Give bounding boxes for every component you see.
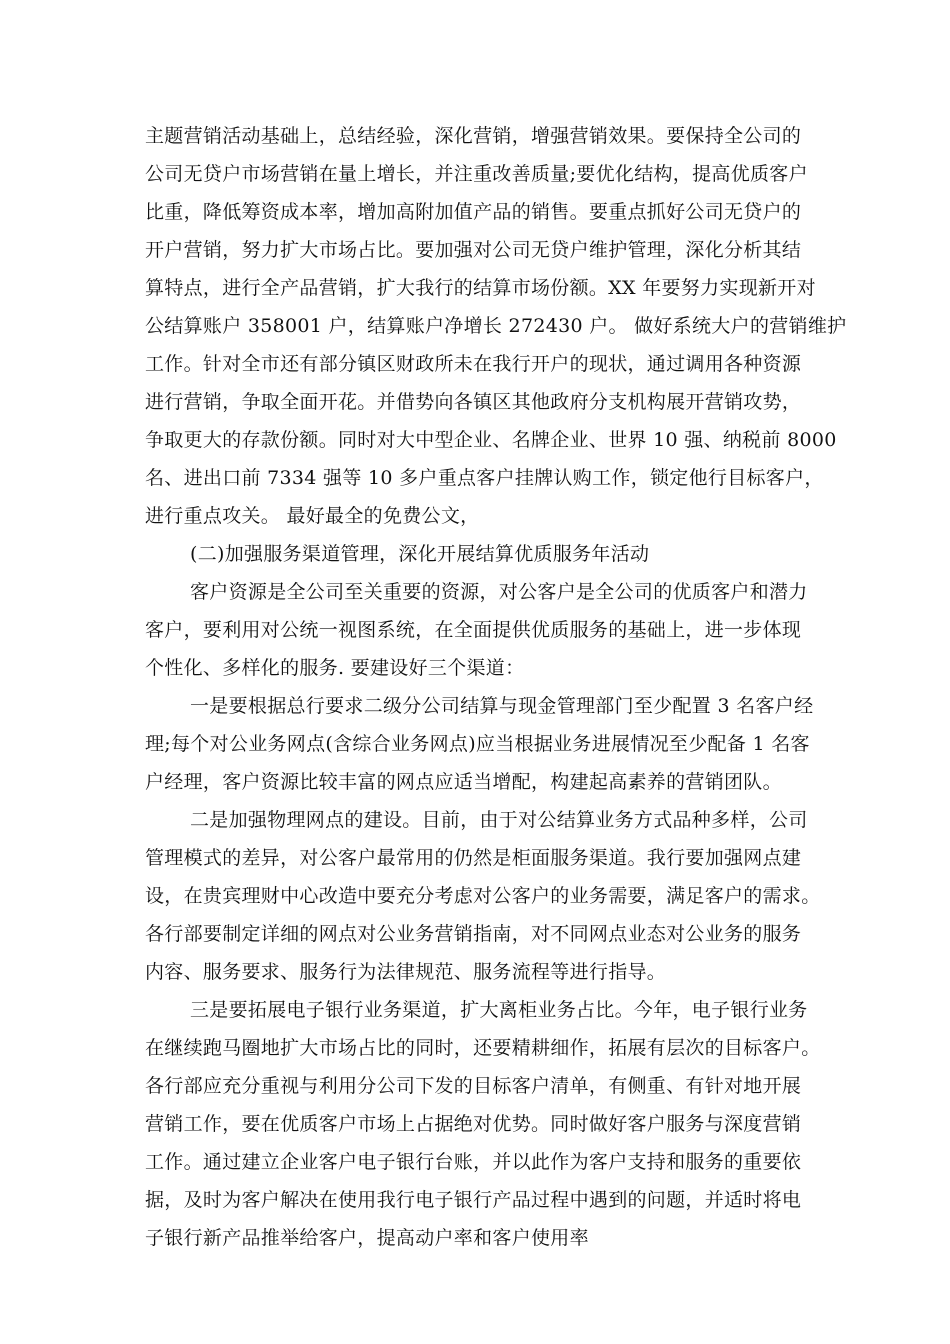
text-line: 进行重点攻关。 最好最全的免费公文， — [145, 505, 480, 527]
text-line: 二是加强物理网点的建设。目前，由于对公结算业务方式品种多样，公司 — [190, 809, 808, 831]
text-line: 子银行新产品推举给客户，提高动户率和客户使用率 — [145, 1227, 589, 1249]
text-line: 管理模式的差异，对公客户最常用的仍然是柜面服务渠道。我行要加强网点建 — [145, 847, 802, 869]
text-line: 营销工作，要在优质客户市场上占据绝对优势。同时做好客户服务与深度营销 — [145, 1113, 802, 1135]
text-line: 设，在贵宾理财中心改造中要充分考虑对公客户的业务需要，满足客户的需求。 — [145, 885, 821, 907]
text-line: 客户资源是全公司至关重要的资源，对公客户是全公司的优质客户和潜力 — [190, 581, 808, 603]
text-line: 户经理，客户资源比较丰富的网点应适当增配，构建起高素养的营销团队。 — [145, 771, 782, 793]
text-line: 主题营销活动基础上，总结经验，深化营销，增强营销效果。要保持全公司的 — [145, 125, 802, 147]
text-line: 名、进出口前 7334 强等 10 多户重点客户挂牌认购工作，锁定他行目标客户， — [145, 467, 824, 489]
text-line: 三是要拓展电子银行业务渠道，扩大离柜业务占比。今年，电子银行业务 — [190, 999, 808, 1021]
text-line: 各行部要制定详细的网点对公业务营销指南，对不同网点业态对公业务的服务 — [145, 923, 802, 945]
text-line: 在继续跑马圈地扩大市场占比的同时，还要精耕细作，拓展有层次的目标客户。 — [145, 1037, 821, 1059]
text-line: 进行营销，争取全面开花。并借势向各镇区其他政府分支机构展开营销攻势， — [145, 391, 802, 413]
text-line: 一是要根据总行要求二级分公司结算与现金管理部门至少配置 3 名客户经 — [190, 695, 814, 717]
text-line: 工作。通过建立企业客户电子银行台账，并以此作为客户支持和服务的重要依 — [145, 1151, 802, 1173]
text-line: 客户，要利用对公统一视图系统，在全面提供优质服务的基础上，进一步体现 — [145, 619, 802, 641]
text-line: 内容、服务要求、服务行为法律规范、服务流程等进行指导。 — [145, 961, 667, 983]
text-line: 公结算账户 358001 户，结算账户净增长 272430 户。 做好系统大户的营销维护 — [145, 315, 847, 337]
text-line: 各行部应充分重视与利用分公司下发的目标客户清单，有侧重、有针对地开展 — [145, 1075, 802, 1097]
text-line: 公司无贷户市场营销在量上增长，并注重改善质量;要优化结构，提高优质客户 — [145, 163, 808, 185]
text-line: 算特点，进行全产品营销，扩大我行的结算市场份额。XX 年要努力实现新开对 — [145, 277, 816, 299]
text-line: 个性化、多样化的服务. 要建设好三个渠道： — [145, 657, 525, 679]
section-heading: (二)加强服务渠道管理，深化开展结算优质服务年活动 — [190, 543, 650, 565]
text-line: 争取更大的存款份额。同时对大中型企业、名牌企业、世界 10 强、纳税前 8000 — [145, 429, 837, 451]
text-line: 开户营销，努力扩大市场占比。要加强对公司无贷户维护管理，深化分析其结 — [145, 239, 802, 261]
text-line: 据，及时为客户解决在使用我行电子银行产品过程中遇到的问题，并适时将电 — [145, 1189, 802, 1211]
text-line: 比重，降低筹资成本率，增加高附加值产品的销售。要重点抓好公司无贷户的 — [145, 201, 802, 223]
text-line: 理;每个对公业务网点(含综合业务网点)应当根据业务进展情况至少配备 1 名客 — [145, 733, 810, 755]
text-line: 工作。针对全市还有部分镇区财政所未在我行开户的现状，通过调用各种资源 — [145, 353, 802, 375]
